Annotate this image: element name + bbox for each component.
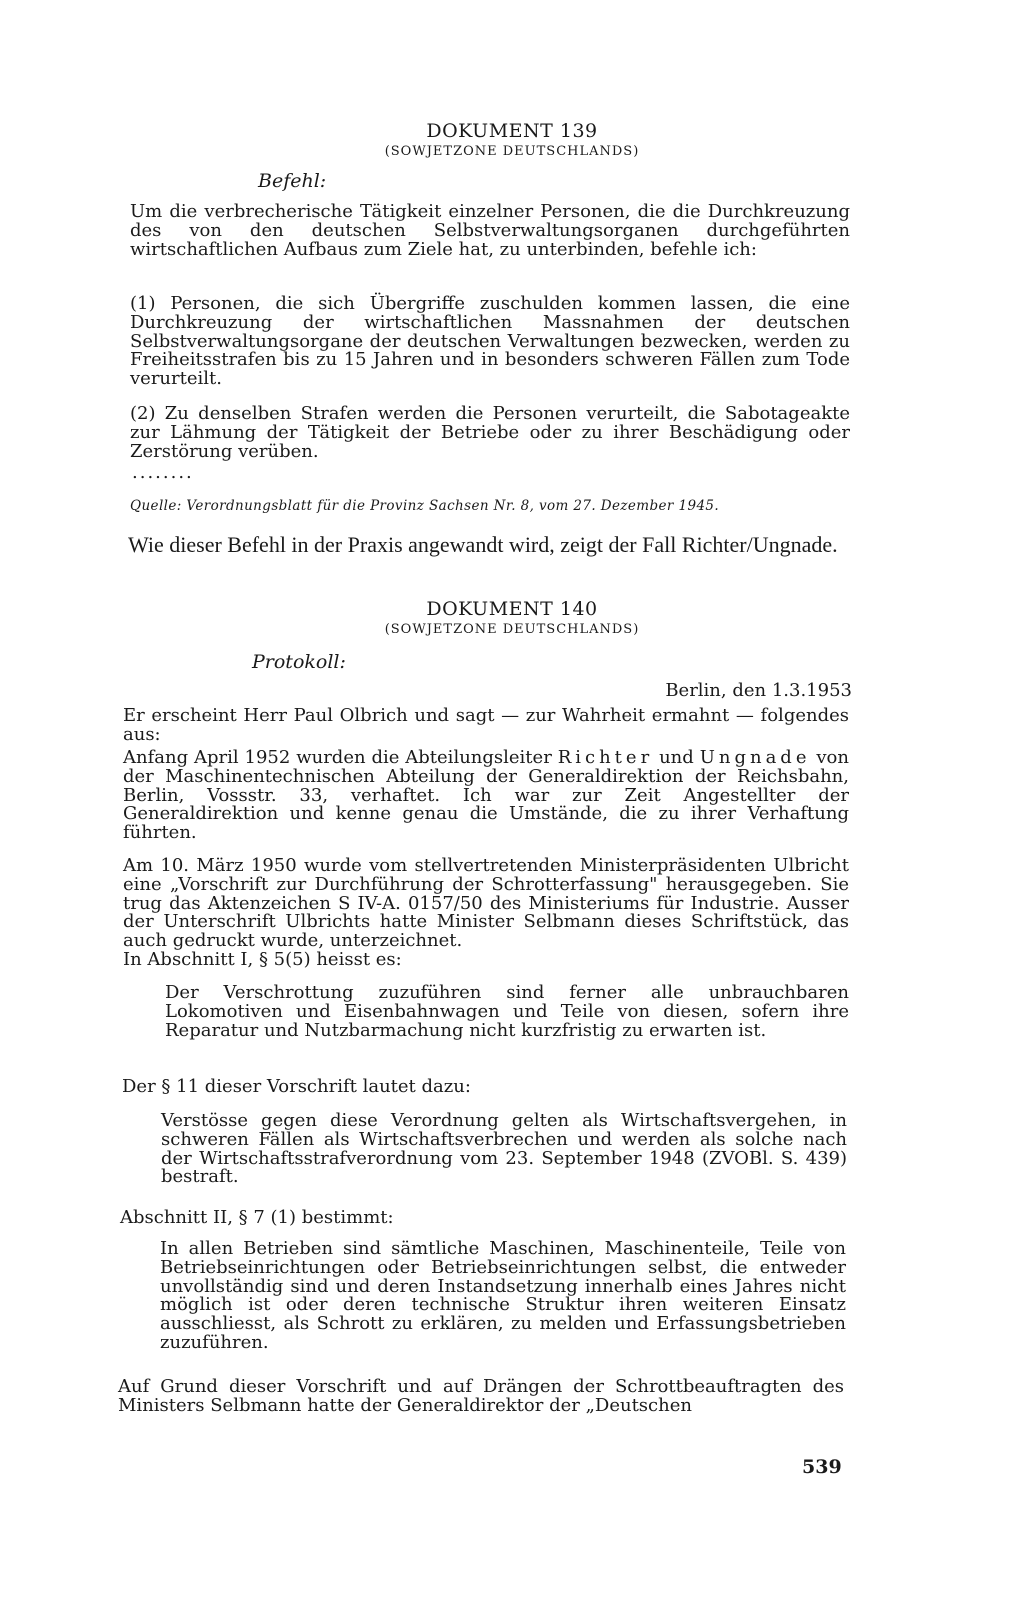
name-richter: Richter: [557, 747, 654, 768]
doc140-paragraph-7: Auf Grund dieser Vorschrift und auf Drängen der Schrottbeauftragten des Ministers Selbmann hatte der Generaldirektor der „Deutschen: [118, 1376, 844, 1416]
doc139-paragraph-2: (2) Zu denselben Strafen werden die Personen verurteilt, die Sabotageakte zur Lähmung der Tätigkeit der Betriebe oder zu ihrer Beschädigung oder Zerstörung verüben.: [130, 403, 850, 462]
doc140-paragraph-3: Am 10. März 1950 wurde vom stellvertretenden Ministerpräsidenten Ulbricht eine „Vorschrift zur Durchführung der Schrotterfassung" herausgegeben. Sie trug das Aktenzeichen S IV-A. 0157/50 des Ministeriums für Industrie. Ausser der Unterschrift Ulbrichts hatte Minister Selbmann dieses Schriftstück, das auch gedruckt wurde, unterzeichnet.: [123, 855, 849, 952]
doc140-paragraph-2: [123, 749, 849, 843]
doc139-intro: Um die verbrecherische Tätigkeit einzelner Personen, die die Durchkreuzung des von den deutschen Selbstverwaltungsorganen durchgeführten wirtschaftlichen Aufbaus zum Ziele hat, zu unterbinden, befehle ich:: [130, 201, 850, 260]
ellipsis-dots: ........: [132, 462, 194, 483]
doc140-heading: [0, 598, 1024, 637]
doc139-title: DOKUMENT 139: [426, 120, 598, 142]
doc139-heading: [0, 120, 1024, 159]
doc139-paragraph-1: (1) Personen, die sich Übergriffe zuschulden kommen lassen, die eine Durchkreuzung der wirtschaftlichen Massnahmen der deutschen Selbstverwaltungsorgane der deutschen Verwaltungen bezwecken, werden zu Freiheitsstrafen bis zu 15 Jahren und in besonders schweren Fällen zum Tode verurteilt.: [130, 293, 850, 390]
doc140-label: Protokoll:: [252, 651, 346, 673]
p2-rest: von der Maschinentechnischen Abteilung der Generaldirektion der Reichsbahn, Berlin, Vossstr. 33, verhaftet. Ich war zur Zeit Angestellter der Generaldirektion und kenne genau die Umstände, die zu ihrer Verhaftung führten.: [123, 747, 849, 844]
quote-1: Der Verschrottung zuzuführen sind ferner alle unbrauchbaren Lokomotiven und Eisenbahnwagen und Teile von diesen, sofern ihre Reparatur und Nutzbarmachung nicht kurzfristig zu erwarten ist.: [165, 982, 849, 1041]
name-ungnade: Ungnade: [699, 747, 811, 768]
page-number: 539: [802, 1456, 842, 1478]
doc139-source: Quelle: Verordnungsblatt für die Provinz Sachsen Nr. 8, vom 27. Dezember 1945.: [130, 498, 720, 514]
doc140-subtitle: (SOWJETZONE DEUTSCHLANDS): [384, 622, 640, 637]
p2-and: und: [659, 747, 694, 768]
place-date: Berlin, den 1.3.1953: [665, 680, 852, 701]
quote-2: Verstösse gegen diese Verordnung gelten als Wirtschaftsvergehen, in schweren Fällen als Wirtschaftsverbrechen und werden als solche nach der Wirtschaftsstrafverordnung vom 23. September 1948 (ZVOBl. S. 439) bestraft.: [161, 1110, 847, 1188]
doc139-label: Befehl:: [258, 170, 327, 192]
doc140-paragraph-4: In Abschnitt I, § 5(5) heisst es:: [123, 949, 402, 970]
transition-text: Wie dieser Befehl in der Praxis angewandt wird, zeigt der Fall Richter/Ungnade.: [128, 532, 838, 557]
doc140-title: DOKUMENT 140: [426, 598, 598, 620]
doc140-paragraph-1: Er erscheint Herr Paul Olbrich und sagt — zur Wahrheit ermahnt — folgendes aus:: [123, 705, 849, 745]
p2-start: Anfang April 1952 wurden die Abteilungsleiter: [123, 747, 552, 768]
doc140-paragraph-5: Der § 11 dieser Vorschrift lautet dazu:: [122, 1076, 471, 1097]
doc140-paragraph-6: Abschnitt II, § 7 (1) bestimmt:: [120, 1207, 394, 1228]
doc139-subtitle: (SOWJETZONE DEUTSCHLANDS): [384, 144, 640, 159]
quote-3: In allen Betrieben sind sämtliche Maschinen, Maschinenteile, Teile von Betriebseinrichtungen oder Betriebseinrichtungen selbst, die entweder unvollständig sind und deren Instandsetzung innerhalb eines Jahres nicht möglich ist oder deren technische Struktur ihren weiteren Einsatz ausschliesst, als Schrott zu erklären, zu melden und Erfassungsbetrieben zuzuführen.: [160, 1238, 846, 1353]
